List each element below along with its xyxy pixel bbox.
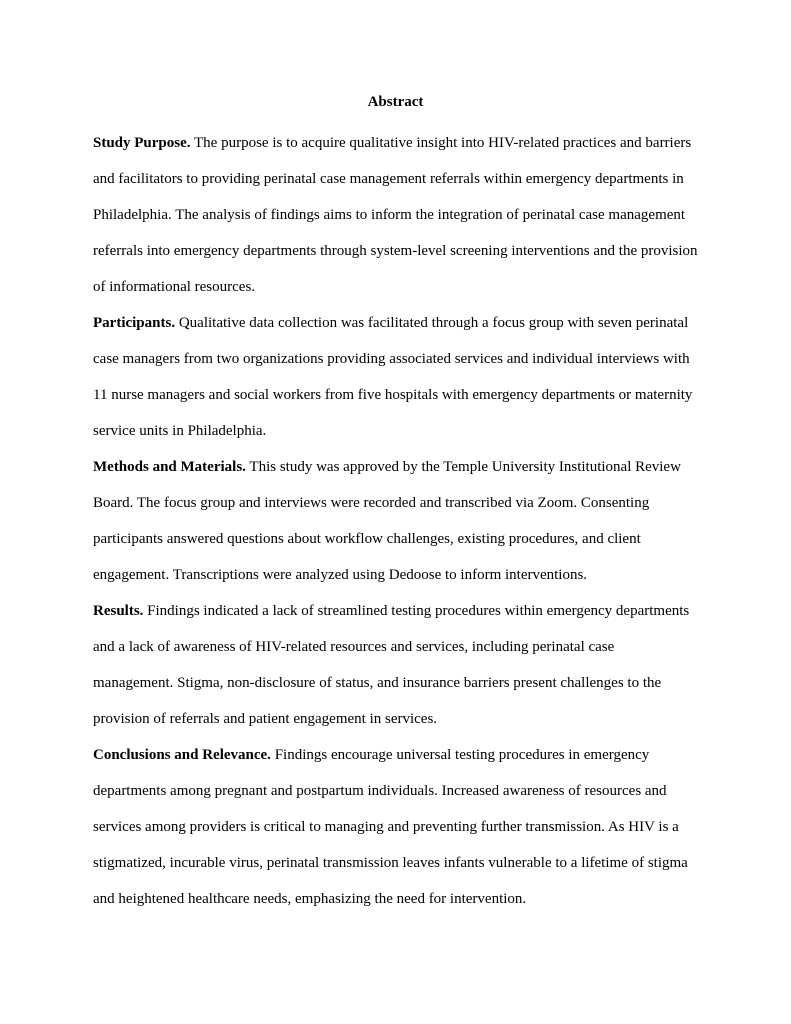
abstract-title: Abstract xyxy=(367,94,424,110)
section-study-purpose xyxy=(93,125,698,305)
section-heading: Study Purpose. xyxy=(93,135,191,151)
section-text: Findings indicated a lack of streamlined testing procedures within emergency departments and a lack of awareness of HIV-related resources and services, including perinatal case management. Stigma, non-disclosure of status, and insurance barriers present challenges to the provision of referrals and patient engagement in services. xyxy=(93,603,690,727)
section-text: This study was approved by the Temple University Institutional Review Board. The focus group and interviews were recorded and transcribed via Zoom. Consenting participants answered questions about workflow challenges, existing procedures, and client engagement. Transcriptions were analyzed using Dedoose to inform interventions. xyxy=(93,459,681,583)
section-text: Findings encourage universal testing procedures in emergency departments among pregnant and postpartum individuals. Increased awareness of resources and services among providers is critical to managing and preventing further transmission. As HIV is a stigmatized, incurable virus, perinatal transmission leaves infants vulnerable to a lifetime of stigma and heightened healthcare needs, emphasizing the need for intervention. xyxy=(93,747,688,907)
section-heading: Participants. xyxy=(93,315,176,331)
section-participants xyxy=(93,305,698,449)
section-text: Qualitative data collection was facilitated through a focus group with seven perinatal case managers from two organizations providing associated services and individual interviews with 11 nurse managers and social workers from five hospitals with emergency departments or maternity service units in Philadelphia. xyxy=(93,315,693,439)
section-methods-and-materials xyxy=(93,449,698,593)
abstract-body xyxy=(93,125,698,917)
section-heading: Conclusions and Relevance. xyxy=(93,747,271,763)
section-text: The purpose is to acquire qualitative insight into HIV-related practices and barriers and facilitators to providing perinatal case management referrals within emergency departments in Philadelphia. The analysis of findings aims to inform the integration of perinatal case management referrals into emergency departments through system-level screening interventions and the provision of informational resources. xyxy=(93,135,698,295)
section-heading: Results. xyxy=(93,603,144,619)
section-heading: Methods and Materials. xyxy=(93,459,246,475)
section-conclusions-and-relevance xyxy=(93,737,698,917)
section-results xyxy=(93,593,698,737)
